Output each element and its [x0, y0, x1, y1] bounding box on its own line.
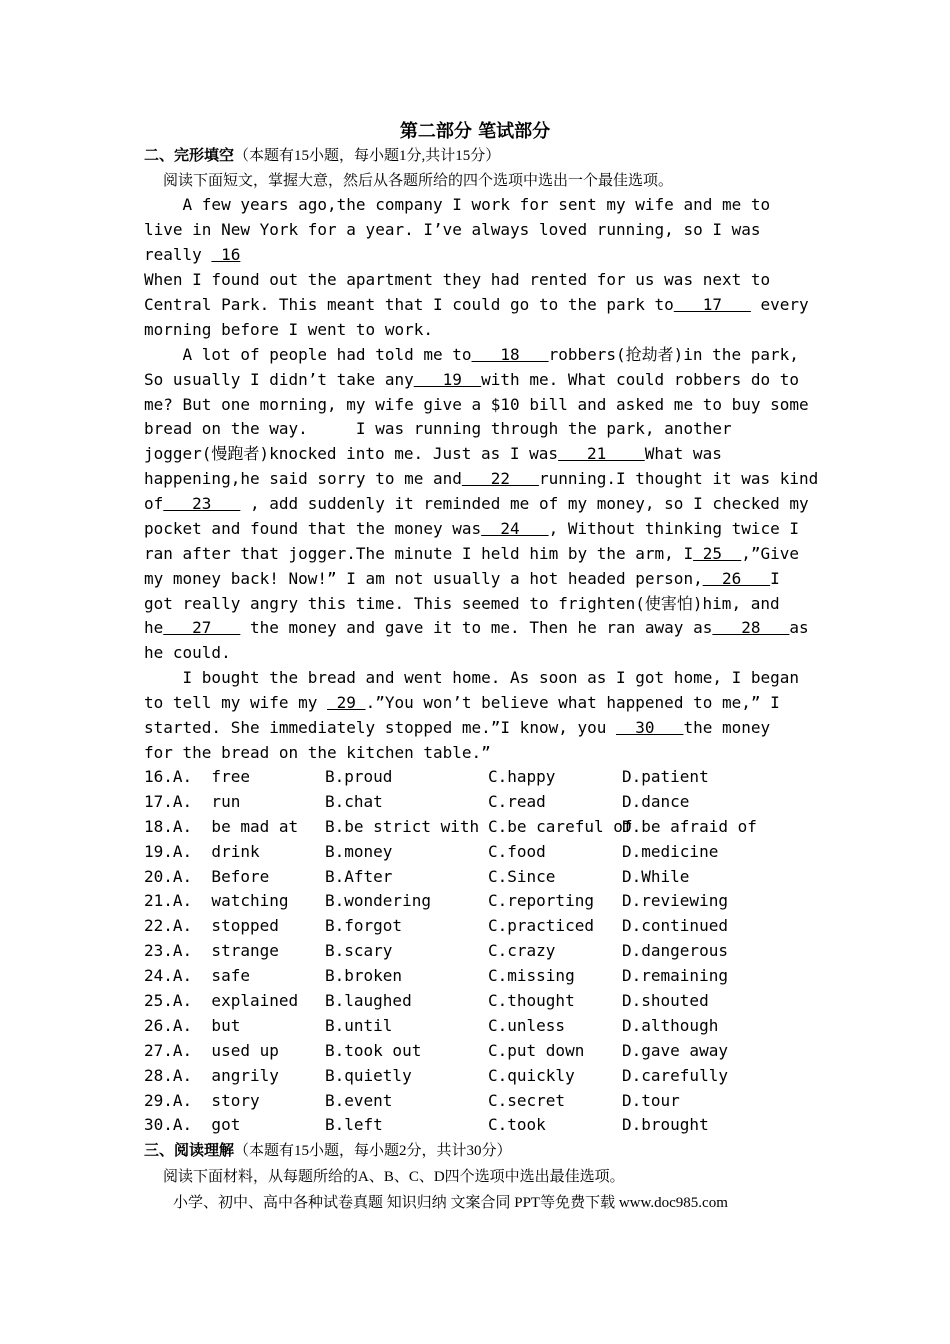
option-choice: C.quickly — [488, 1065, 575, 1085]
passage-line — [144, 566, 809, 591]
passage-text: , Without thinking twice I — [548, 519, 800, 538]
section-3-note: （本题有15小题，每小题2分，共计30分） — [234, 1143, 512, 1159]
option-choice: B.broken — [325, 966, 403, 986]
passage-text: , add suddenly it reminded me of my money, so I checked my — [240, 494, 809, 513]
option-choice: 22.A. stopped — [144, 916, 279, 936]
passage-text: every — [750, 295, 809, 314]
option-row — [144, 1039, 824, 1064]
passage-text: robbers(抢劫者)in the park, — [548, 345, 799, 364]
blank-19: 19 — [413, 370, 482, 389]
option-choice: 18.A. be mad at — [144, 816, 299, 836]
option-row — [144, 1089, 824, 1114]
option-choice: B.forgot — [325, 916, 403, 936]
passage-line: live in New York for a year. I’ve always loved running, so I was — [144, 220, 761, 239]
option-choice: C.put down — [488, 1040, 585, 1060]
option-row — [144, 1064, 824, 1089]
option-choice: B.be strict with — [325, 816, 480, 836]
passage-line — [144, 516, 809, 541]
option-choice: B.until — [325, 1015, 393, 1035]
passage-line — [144, 615, 809, 640]
passage-line: got really angry this time. This seemed to frighten(使害怕)him, and — [144, 594, 780, 613]
blank-28: 28 — [712, 618, 790, 637]
option-choice: D.dangerous — [622, 941, 728, 961]
option-choice: D.although — [622, 1015, 719, 1035]
passage-line — [144, 292, 809, 317]
passage-text: with me. What could robbers do to — [481, 370, 800, 389]
option-choice: D.gave away — [622, 1040, 728, 1060]
passage-text: jogger(慢跑者)knocked into me. Just as I was — [144, 444, 559, 463]
option-choice: D.reviewing — [622, 891, 728, 911]
option-choice: 29.A. story — [144, 1090, 260, 1110]
option-choice: B.laughed — [325, 991, 412, 1011]
passage-line — [144, 715, 809, 740]
option-choice: C.food — [488, 841, 546, 861]
option-choice: 23.A. strange — [144, 941, 279, 961]
option-row — [144, 765, 824, 790]
passage-line: bread on the way. I was running through the park, another — [144, 419, 732, 438]
option-choice: D.dance — [622, 791, 690, 811]
option-choice: D.tour — [622, 1090, 680, 1110]
option-row — [144, 1113, 824, 1138]
section-2-heading: 二、完形填空 — [144, 148, 235, 164]
option-choice: 28.A. angrily — [144, 1065, 279, 1085]
passage-text: running.I thought it was kind — [538, 469, 819, 488]
passage-line: morning before I went to work. — [144, 320, 433, 339]
option-choice: D.remaining — [622, 966, 728, 986]
option-choice: 21.A. watching — [144, 891, 289, 911]
section-3-instruction: 阅读下面材料，从每题所给的A、B、C、D四个选项中选出最佳选项。 — [163, 1169, 625, 1185]
passage-line — [144, 690, 809, 715]
option-choice: C.took — [488, 1115, 546, 1135]
option-choice: B.chat — [325, 791, 383, 811]
passage-line: I bought the bread and went home. As soon as I got home, I began — [144, 668, 800, 687]
blank-26: 26 — [702, 569, 771, 588]
option-choice: 20.A. Before — [144, 866, 270, 886]
option-choice: B.left — [325, 1115, 383, 1135]
option-choice: B.money — [325, 841, 393, 861]
passage-text: happening,he said sorry to me and — [144, 469, 462, 488]
option-choice: 19.A. drink — [144, 841, 260, 861]
option-choice: D.brought — [622, 1115, 709, 1135]
option-choice: B.event — [325, 1090, 393, 1110]
passage-text: So usually I didn’t take any — [144, 370, 414, 389]
option-choice: B.quietly — [325, 1065, 412, 1085]
passage-text: A lot of people had told me to — [144, 345, 472, 364]
passage-text: started. She immediately stopped me.”I know, you — [144, 718, 617, 737]
option-choice: C.unless — [488, 1015, 566, 1035]
passage-text: to tell my wife my — [144, 693, 328, 712]
passage-text: ,”Give — [741, 544, 800, 563]
option-choice: C.crazy — [488, 941, 556, 961]
section-2-header — [144, 144, 500, 165]
passage-text: he — [144, 618, 164, 637]
passage-line — [144, 466, 819, 491]
option-choice: D.be afraid of — [622, 816, 757, 836]
option-choice: B.wondering — [325, 891, 431, 911]
passage-text: the money — [683, 718, 771, 737]
option-row — [144, 1014, 824, 1039]
passage-line: he could. — [144, 643, 231, 662]
passage-text: .”You won’t believe what happened to me,” I — [365, 693, 780, 712]
passage-text: Central Park. This meant that I could go to the park to — [144, 295, 674, 314]
option-choice: 16.A. free — [144, 767, 250, 786]
options-list — [144, 765, 824, 1138]
passage-text: What was — [644, 444, 722, 463]
footer-promo: 小学、初中、高中各种试卷真题 知识归纳 文案合同 PPT等免费下载 www.doc985.com — [173, 1195, 728, 1211]
option-choice: C.Since — [488, 866, 556, 886]
passage-line — [144, 541, 809, 566]
option-choice: C.be careful of — [488, 816, 633, 836]
passage-text: as — [789, 618, 809, 637]
blank-27: 27 — [163, 618, 241, 637]
passage-line: A few years ago,the company I work for sent my wife and me to — [144, 195, 771, 214]
option-choice: D.carefully — [622, 1065, 728, 1085]
section-2-note: （本题有15小题，每小题1分,共计15分） — [234, 148, 501, 164]
passage-line: me? But one morning, my wife give a $10 bill and asked me to buy some — [144, 395, 809, 414]
blank-24: 24 — [481, 519, 549, 538]
blank-23: 23 — [163, 494, 241, 513]
option-choice: C.reporting — [488, 891, 594, 911]
passage-line: When I found out the apartment they had rented for us was next to — [144, 270, 771, 289]
option-choice: 27.A. used up — [144, 1040, 279, 1060]
option-choice: 17.A. run — [144, 791, 241, 811]
option-choice: C.practiced — [488, 916, 594, 936]
option-row — [144, 815, 824, 840]
option-choice: D.continued — [622, 916, 728, 936]
option-choice: 25.A. explained — [144, 991, 299, 1011]
passage-text: really — [144, 245, 212, 264]
option-choice: 24.A. safe — [144, 966, 250, 986]
passage-line — [144, 342, 809, 367]
option-choice: D.shouted — [622, 991, 709, 1011]
option-row — [144, 989, 824, 1014]
option-choice: D.patient — [622, 767, 709, 786]
option-choice: D.medicine — [622, 841, 719, 861]
option-choice: C.happy — [488, 767, 556, 786]
passage-text: I — [770, 569, 780, 588]
blank-21: 21 — [558, 444, 645, 463]
passage-text: the money and gave it to me. Then he ran away as — [240, 618, 713, 637]
section-2-instruction: 阅读下面短文，掌握大意，然后从各题所给的四个选项中选出一个最佳选项。 — [163, 173, 674, 189]
blank-16: 16 — [211, 245, 241, 264]
option-choice: B.After — [325, 866, 393, 886]
passage-line — [144, 367, 809, 392]
option-choice: B.scary — [325, 941, 393, 961]
option-row — [144, 939, 824, 964]
option-row — [144, 790, 824, 815]
option-choice: C.read — [488, 791, 546, 811]
option-row — [144, 865, 824, 890]
option-choice: B.took out — [325, 1040, 422, 1060]
option-choice: D.While — [622, 866, 690, 886]
passage-text: my money back! Now!” I am not usually a hot headed person, — [144, 569, 703, 588]
blank-17: 17 — [673, 295, 751, 314]
option-choice: C.secret — [488, 1090, 566, 1110]
blank-25: 25 — [693, 544, 742, 563]
option-row — [144, 889, 824, 914]
passage-line — [144, 242, 809, 267]
blank-29: 29 — [327, 693, 366, 712]
blank-22: 22 — [461, 469, 539, 488]
passage-line: for the bread on the kitchen table.” — [144, 743, 491, 762]
page-title: 第二部分 笔试部分 — [399, 121, 551, 142]
option-row — [144, 964, 824, 989]
option-row — [144, 914, 824, 939]
blank-30: 30 — [616, 718, 684, 737]
passage-line — [144, 441, 809, 466]
passage-text: ran after that jogger.The minute I held him by the arm, I — [144, 544, 694, 563]
option-choice: 26.A. but — [144, 1015, 241, 1035]
option-choice: C.missing — [488, 966, 575, 986]
section-3-header — [144, 1139, 512, 1160]
option-choice: 30.A. got — [144, 1115, 241, 1135]
option-choice: B.proud — [325, 767, 393, 786]
option-row — [144, 840, 824, 865]
blank-18: 18 — [471, 345, 549, 364]
passage-line — [144, 491, 809, 516]
option-choice: C.thought — [488, 991, 575, 1011]
passage-text: of — [144, 494, 164, 513]
section-3-heading: 三、阅读理解 — [144, 1143, 235, 1159]
passage-text: pocket and found that the money was — [144, 519, 482, 538]
